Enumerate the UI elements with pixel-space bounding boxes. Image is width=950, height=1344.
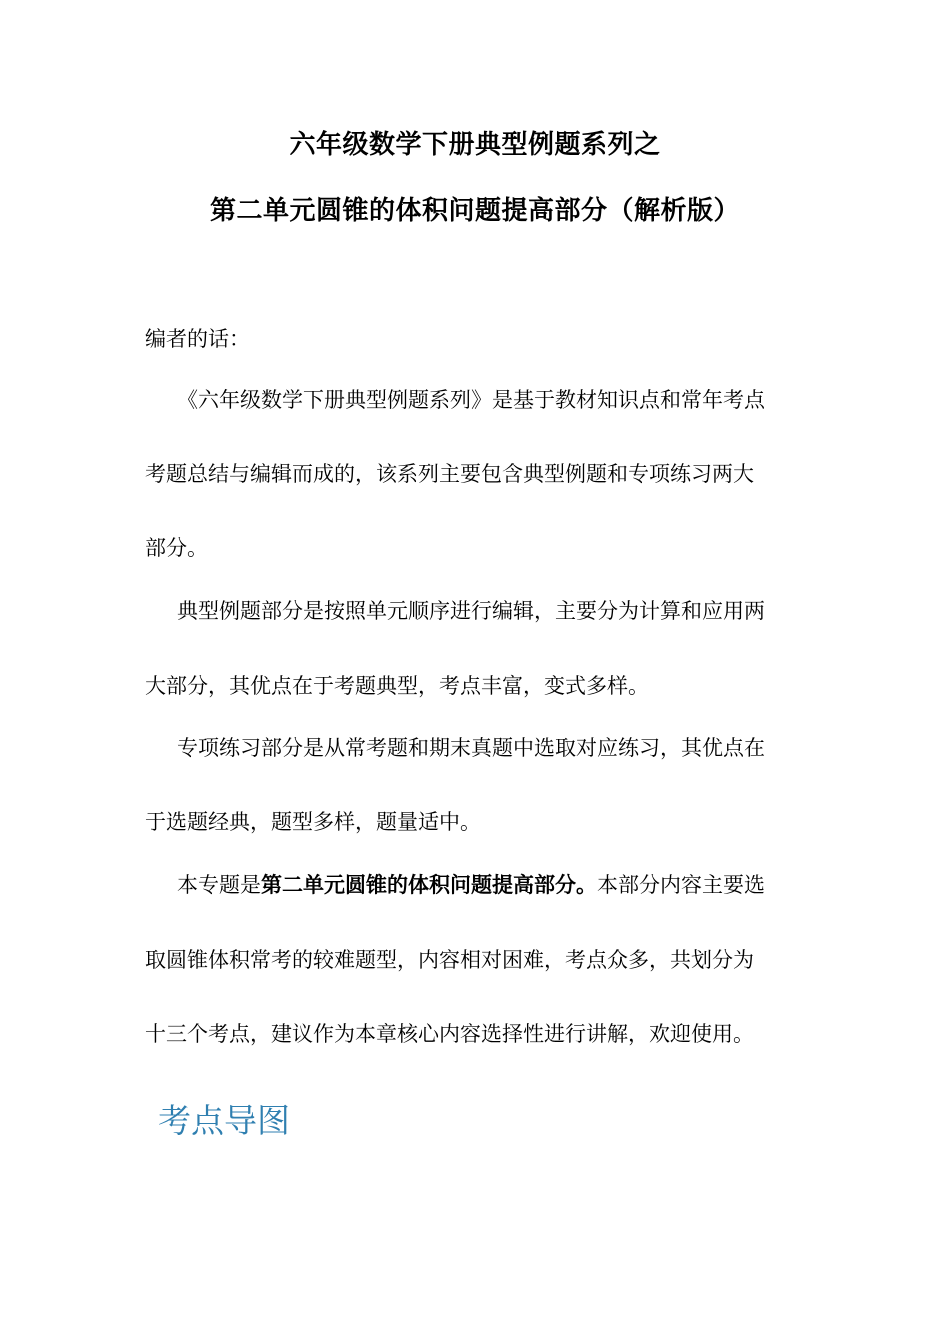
paragraph-3-line-2: 于选题经典，题型多样，题量适中。 — [145, 810, 481, 834]
paragraph-4-line-2: 取圆锥体积常考的较难题型，内容相对困难，考点众多，共划分为 — [145, 948, 754, 972]
paragraph-4-suffix: 本部分内容主要选 — [597, 873, 765, 897]
editor-note-heading: 编者的话： — [145, 327, 250, 351]
document-title-line-2: 第二单元圆锥的体积问题提高部分（解析版） — [209, 196, 740, 226]
document-title-line-1: 六年级数学下册典型例题系列之 — [289, 130, 661, 160]
paragraph-1-line-3: 部分。 — [145, 536, 208, 560]
paragraph-4-line-1 — [177, 870, 765, 900]
paragraph-1-line-2: 考题总结与编辑而成的，该系列主要包含典型例题和专项练习两大 — [145, 462, 754, 486]
paragraph-1-line-1: 《六年级数学下册典型例题系列》是基于教材知识点和常年考点 — [177, 388, 765, 412]
paragraph-4-topic: 第二单元圆锥的体积问题提高部分。 — [261, 873, 597, 897]
section-heading-mind-map: 考点导图 — [158, 1101, 290, 1140]
paragraph-2-line-1: 典型例题部分是按照单元顺序进行编辑，主要分为计算和应用两 — [177, 599, 765, 623]
paragraph-4-prefix: 本专题是 — [177, 873, 261, 897]
paragraph-4-line-3: 十三个考点，建议作为本章核心内容选择性进行讲解，欢迎使用。 — [145, 1022, 754, 1046]
paragraph-3-line-1: 专项练习部分是从常考题和期末真题中选取对应练习，其优点在 — [177, 736, 765, 760]
paragraph-2-line-2: 大部分，其优点在于考题典型，考点丰富，变式多样。 — [145, 674, 649, 698]
